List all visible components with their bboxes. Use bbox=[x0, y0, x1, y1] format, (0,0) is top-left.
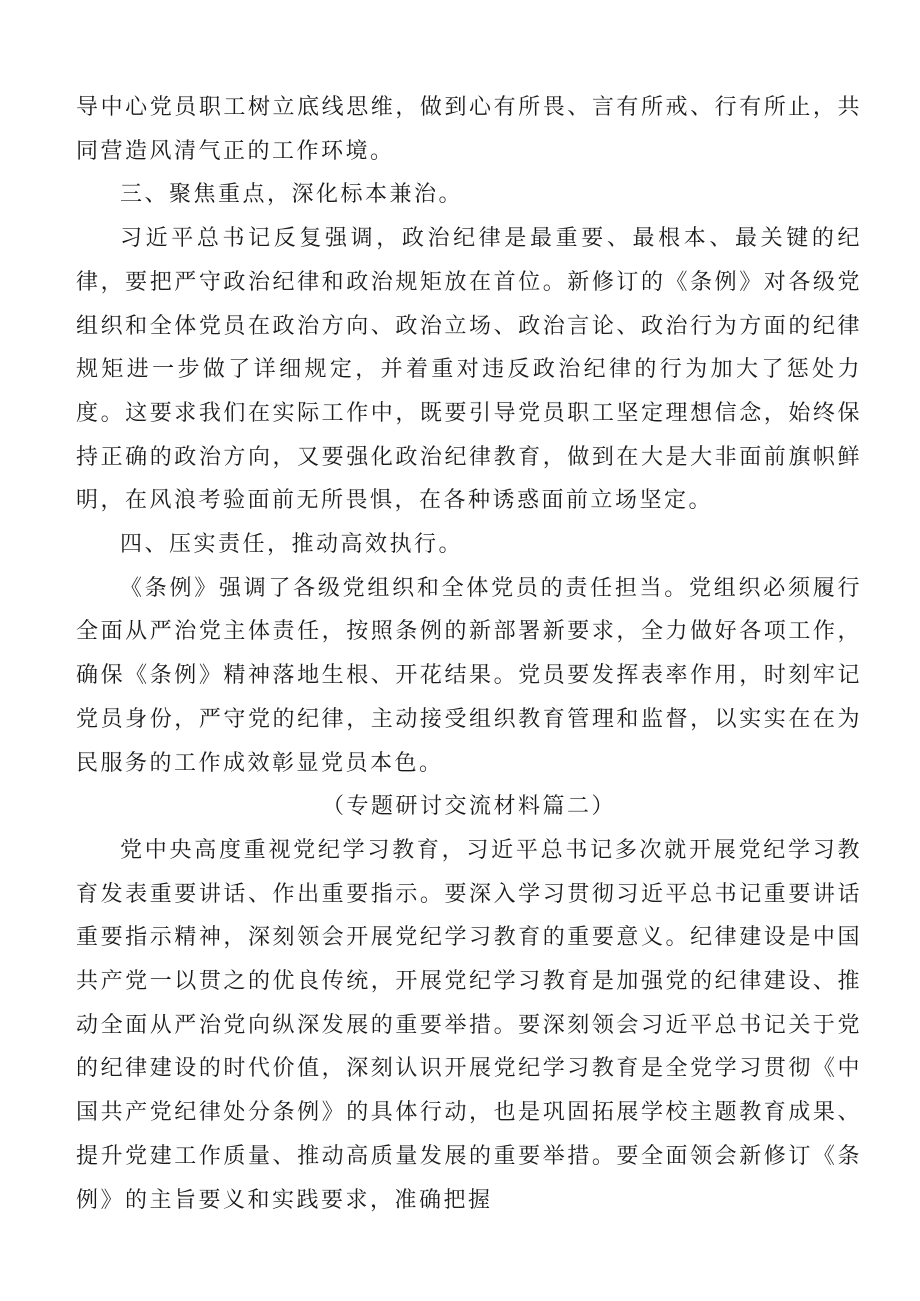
heading-section-3: 三、聚焦重点，深化标本兼治。 bbox=[120, 182, 464, 208]
paragraph-continued: 导中心党员职工树立底线思维，做到心有所畏、言有所戒、行有所止，共同营造风清气正的工作环境。 bbox=[76, 95, 862, 164]
paragraph-responsibility: 《条例》强调了各级党组织和全体党员的责任担当。党组织必须履行全面从严治党主体责任，按照条例的新部署新要求，全力做好各项工作，确保《条例》精神落地生根、开花结果。党员要发挥表率作用，时刻牢记党员身份，严守党的纪律，主动接受组织教育管理和监督，以实实在在为民服务的工作成效彰显党员本色。 bbox=[76, 575, 862, 776]
paragraph-party-discipline-education: 党中央高度重视党纪学习教育，习近平总书记多次就开展党纪学习教育发表重要讲话、作出重要指示。要深入学习贯彻习近平总书记重要讲话重要指示精神，深刻领会开展党纪学习教育的重要意义。纪律建设是中国共产党一以贯之的优良传统，开展党纪学习教育是加强党的纪律建设、推动全面从严治党向纵深发展的重要举措。要深刻领会习近平总书记关于党的纪律建设的时代价值，深刻认识开展党纪学习教育是全党学习贯彻《中国共产党纪律处分条例》的具体行动，也是巩固拓展学校主题教育成果、提升党建工作质量、推动高质量发展的重要举措。要全面领会新修订《条例》的主旨要义和实践要求，准确把握 bbox=[76, 837, 862, 1213]
section-title: （专题研讨交流材料篇二） bbox=[321, 794, 616, 820]
paragraph-political-discipline: 习近平总书记反复强调，政治纪律是最重要、最根本、最关键的纪律，要把严守政治纪律和政治规矩放在首位。新修订的《条例》对各级党组织和全体党员在政治方向、政治立场、政治言论、政治行为方面的纪律规矩进一步做了详细规定，并着重对违反政治纪律的行为加大了惩处力度。这要求我们在实际工作中，既要引导党员职工坚定理想信念，始终保持正确的政治方向，又要强化政治纪律教育，做到在大是大非面前旗帜鲜明，在风浪考验面前无所畏惧，在各种诱惑面前立场坚定。 bbox=[76, 226, 862, 514]
heading-section-4: 四、压实责任，推动高效执行。 bbox=[120, 532, 464, 558]
